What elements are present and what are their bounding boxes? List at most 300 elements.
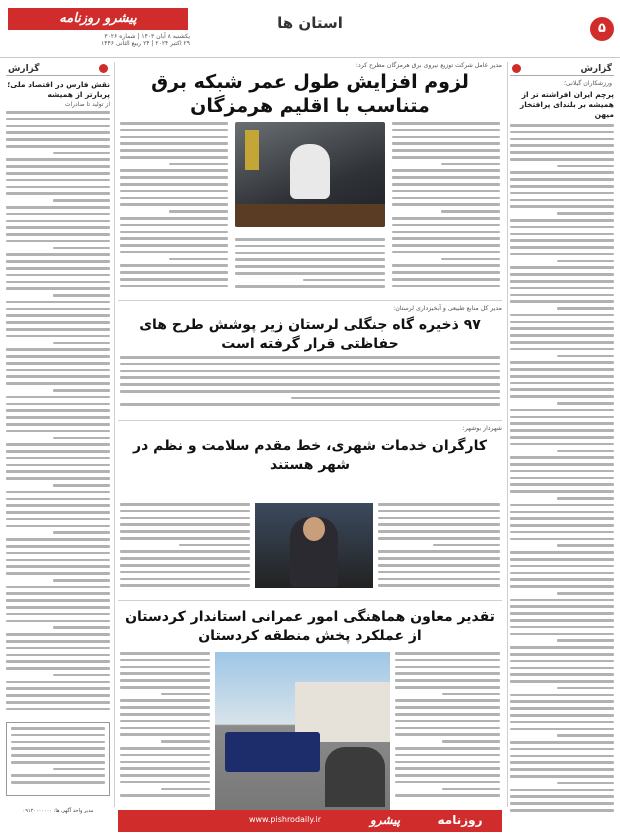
- text-line: [378, 557, 500, 560]
- text-line: [392, 285, 500, 288]
- text-line: [6, 335, 110, 338]
- text-line: [378, 550, 500, 553]
- text-line: [557, 592, 614, 595]
- text-line: [557, 260, 614, 263]
- text-line: [395, 754, 500, 757]
- text-line: [120, 794, 210, 797]
- text-line: [557, 687, 614, 690]
- text-line: [53, 294, 110, 297]
- text-line: [6, 192, 110, 195]
- text-line: [510, 287, 614, 290]
- text-line: [510, 775, 614, 778]
- text-line: [11, 741, 105, 744]
- text-line: [120, 356, 500, 359]
- text-line: [53, 199, 110, 202]
- text-line: [392, 197, 500, 200]
- text-line: [395, 652, 500, 655]
- story-headline: کارگران خدمات شهری، خط مقدم سلامت و نظم در شهر هستند: [133, 438, 487, 473]
- text-line: [510, 395, 614, 398]
- text-line: [395, 733, 500, 736]
- text-line: [510, 802, 614, 805]
- story-photo: [255, 503, 373, 588]
- text-line: [120, 383, 500, 386]
- text-line: [53, 579, 110, 582]
- text-line: [510, 422, 614, 425]
- left-article-body: [6, 111, 110, 717]
- text-line: [510, 768, 614, 771]
- text-line: [6, 355, 110, 358]
- issue-date-line: یکشنبه ۸ آبان ۱۴۰۳ | شماره ۳۰۲۶: [104, 33, 190, 40]
- text-line: [392, 278, 500, 281]
- text-line: [510, 721, 614, 724]
- text-line: [392, 231, 500, 234]
- text-line: [6, 572, 110, 575]
- text-line: [510, 239, 614, 242]
- left-column-header: [6, 62, 110, 76]
- column-divider: [507, 62, 508, 807]
- text-line: [441, 258, 500, 261]
- text-line: [120, 659, 210, 662]
- text-line: [510, 138, 614, 141]
- text-line: [120, 517, 250, 520]
- story-body-col: [120, 652, 210, 807]
- text-line: [11, 754, 105, 757]
- text-line: [53, 626, 110, 629]
- text-line: [6, 111, 110, 114]
- text-line: [392, 224, 500, 227]
- text-line: [235, 272, 385, 275]
- text-line: [510, 572, 614, 575]
- text-line: [557, 497, 614, 500]
- text-line: [6, 599, 110, 602]
- text-line: [510, 266, 614, 269]
- text-line: [510, 707, 614, 710]
- story-photo: [215, 652, 390, 812]
- text-line: [6, 518, 110, 521]
- text-line: [510, 558, 614, 561]
- text-line: [120, 169, 228, 172]
- text-line: [11, 761, 105, 764]
- text-line: [235, 265, 385, 268]
- text-line: [120, 557, 250, 560]
- text-line: [120, 666, 210, 669]
- text-line: [395, 747, 500, 750]
- text-line: [120, 578, 250, 581]
- text-line: [510, 809, 614, 812]
- page-number: ۵: [590, 17, 614, 41]
- text-line: [6, 118, 110, 121]
- text-line: [6, 660, 110, 663]
- text-line: [395, 774, 500, 777]
- text-line: [120, 376, 500, 379]
- text-line: [510, 694, 614, 697]
- text-line: [6, 179, 110, 182]
- text-line: [557, 212, 614, 215]
- text-line: [120, 720, 210, 723]
- text-line: [120, 713, 210, 716]
- text-line: [6, 233, 110, 236]
- text-line: [6, 240, 110, 243]
- text-line: [6, 423, 110, 426]
- text-line: [161, 788, 211, 791]
- text-line: [120, 564, 250, 567]
- text-line: [6, 586, 110, 589]
- text-line: [510, 653, 614, 656]
- text-line: [6, 321, 110, 324]
- story-divider: [118, 300, 502, 301]
- text-line: [510, 741, 614, 744]
- text-line: [510, 300, 614, 303]
- text-line: [53, 389, 110, 392]
- text-line: [6, 592, 110, 595]
- text-line: [510, 463, 614, 466]
- text-line: [120, 503, 250, 506]
- text-line: [557, 734, 614, 737]
- text-line: [510, 538, 614, 541]
- text-line: [6, 328, 110, 331]
- text-line: [510, 755, 614, 758]
- text-line: [235, 258, 385, 261]
- text-line: [6, 430, 110, 433]
- text-line: [510, 205, 614, 208]
- text-line: [510, 477, 614, 480]
- text-line: [510, 470, 614, 473]
- text-line: [179, 544, 251, 547]
- text-line: [510, 199, 614, 202]
- text-line: [120, 571, 250, 574]
- text-line: [510, 443, 614, 446]
- text-line: [510, 185, 614, 188]
- text-line: [120, 652, 210, 655]
- person-shape: [290, 144, 330, 199]
- text-line: [510, 619, 614, 622]
- story-headline: لزوم افزایش طول عمر شبکه برق متناسب با اقلیم هرمزگان: [151, 71, 469, 117]
- text-line: [510, 517, 614, 520]
- text-line: [510, 504, 614, 507]
- text-line: [120, 403, 500, 406]
- text-line: [120, 523, 250, 526]
- left-article-kicker: از تولید تا صادرات: [64, 101, 110, 108]
- story-divider: [118, 420, 502, 421]
- text-line: [120, 672, 210, 675]
- text-line: [510, 524, 614, 527]
- text-line: [11, 727, 105, 730]
- truck-shape: [225, 732, 320, 772]
- text-line: [557, 639, 614, 642]
- footer-url[interactable]: www.pishrodaily.ir: [248, 815, 322, 824]
- bullet-icon: [512, 64, 521, 73]
- text-line: [6, 267, 110, 270]
- classified-ad-box: [6, 722, 110, 796]
- text-line: [392, 129, 500, 132]
- text-line: [510, 361, 614, 364]
- text-line: [510, 233, 614, 236]
- text-line: [392, 217, 500, 220]
- text-line: [6, 450, 110, 453]
- text-line: [395, 706, 500, 709]
- text-line: [378, 537, 500, 540]
- text-line: [510, 341, 614, 344]
- text-line: [378, 578, 500, 581]
- text-line: [378, 530, 500, 533]
- text-line: [442, 740, 500, 743]
- text-line: [510, 565, 614, 568]
- text-line: [6, 687, 110, 690]
- text-line: [392, 122, 500, 125]
- text-line: [235, 252, 385, 255]
- text-line: [442, 693, 500, 696]
- story-headline: تقدیر معاون هماهنگی امور عمرانی استاندار کردستان از عملکرد پخش منطقه کردستان: [125, 609, 495, 644]
- text-line: [392, 237, 500, 240]
- text-line: [510, 192, 614, 195]
- right-article-title: پرچم ایران افراشته تر از همیشه بر بلندای پرافتخار میهن: [519, 90, 614, 119]
- text-line: [6, 647, 110, 650]
- text-line: [557, 544, 614, 547]
- story-body-col: [395, 652, 500, 807]
- text-line: [395, 720, 500, 723]
- flag-shape: [245, 130, 259, 170]
- story-kicker: مدیر کل منابع طبیعی و آبخیزداری لرستان:: [393, 305, 502, 312]
- text-line: [510, 334, 614, 337]
- text-line: [120, 217, 228, 220]
- text-line: [510, 700, 614, 703]
- text-line: [169, 210, 228, 213]
- text-line: [392, 156, 500, 159]
- text-line: [510, 388, 614, 391]
- text-line: [6, 667, 110, 670]
- text-line: [441, 163, 500, 166]
- text-line: [433, 544, 500, 547]
- text-line: [395, 794, 500, 797]
- text-line: [120, 231, 228, 234]
- people-shape: [325, 747, 385, 807]
- text-line: [120, 679, 210, 682]
- text-line: [6, 511, 110, 514]
- text-line: [11, 774, 105, 777]
- text-line: [6, 274, 110, 277]
- text-line: [395, 679, 500, 682]
- text-line: [120, 363, 500, 366]
- text-line: [53, 674, 110, 677]
- text-line: [510, 578, 614, 581]
- text-line: [120, 754, 210, 757]
- text-line: [120, 149, 228, 152]
- column-divider: [114, 62, 115, 807]
- text-line: [510, 246, 614, 249]
- text-line: [53, 484, 110, 487]
- text-line: [303, 279, 386, 282]
- story-kicker: شهردار بوشهر:: [462, 425, 502, 432]
- text-line: [395, 713, 500, 716]
- text-line: [6, 416, 110, 419]
- text-line: [6, 348, 110, 351]
- text-line: [510, 327, 614, 330]
- text-line: [6, 457, 110, 460]
- text-line: [6, 681, 110, 684]
- text-line: [378, 523, 500, 526]
- text-line: [6, 409, 110, 412]
- text-line: [510, 531, 614, 534]
- text-line: [510, 605, 614, 608]
- right-article-kicker: ورزشکاران گیلانی؛: [563, 80, 612, 87]
- text-line: [6, 253, 110, 256]
- text-line: [510, 714, 614, 717]
- text-line: [6, 464, 110, 467]
- text-line: [6, 226, 110, 229]
- text-line: [53, 437, 110, 440]
- text-line: [392, 169, 500, 172]
- text-line: [378, 571, 500, 574]
- text-line: [510, 158, 614, 161]
- text-line: [510, 436, 614, 439]
- text-line: [392, 264, 500, 267]
- text-line: [510, 253, 614, 256]
- right-article-body: [510, 124, 614, 824]
- text-line: [120, 122, 228, 125]
- text-line: [510, 178, 614, 181]
- text-line: [169, 163, 228, 166]
- story-photo: [235, 122, 385, 227]
- text-line: [392, 183, 500, 186]
- issue-date-line: ۲۹ اکتبر ۲۰۲۴ | ۲۴ ربیع الثانی ۱۴۴۶: [101, 40, 190, 47]
- text-line: [169, 258, 228, 261]
- text-line: [120, 761, 210, 764]
- text-line: [53, 768, 105, 771]
- text-line: [120, 550, 250, 553]
- text-line: [120, 530, 250, 533]
- text-line: [120, 747, 210, 750]
- text-line: [6, 633, 110, 636]
- text-line: [510, 124, 614, 127]
- text-line: [6, 186, 110, 189]
- text-line: [120, 537, 250, 540]
- text-line: [120, 264, 228, 267]
- face-shape: [303, 517, 325, 541]
- text-line: [510, 673, 614, 676]
- text-line: [510, 321, 614, 324]
- text-line: [6, 301, 110, 304]
- text-line: [510, 680, 614, 683]
- ad-text: [11, 727, 105, 793]
- text-line: [6, 613, 110, 616]
- text-line: [6, 694, 110, 697]
- text-line: [6, 396, 110, 399]
- text-line: [120, 183, 228, 186]
- text-line: [6, 538, 110, 541]
- text-line: [510, 795, 614, 798]
- footer-info: مدیر واحد آگهی ها: ۰۹۱۲۰۰۰۰۰۰۰: [22, 808, 94, 814]
- text-line: [6, 470, 110, 473]
- text-line: [510, 375, 614, 378]
- text-line: [6, 504, 110, 507]
- text-line: [6, 213, 110, 216]
- story-kicker: مدیر عامل شرکت توزیع نیروی برق هرمزگان مطرح کرد:: [355, 62, 502, 69]
- text-line: [510, 416, 614, 419]
- text-line: [378, 510, 500, 513]
- text-line: [557, 782, 614, 785]
- story-body-col: [120, 122, 228, 292]
- text-line: [120, 190, 228, 193]
- text-line: [510, 273, 614, 276]
- story-body-col: [392, 122, 500, 292]
- text-line: [510, 219, 614, 222]
- text-line: [6, 491, 110, 494]
- text-line: [378, 517, 500, 520]
- newspaper-logo: پیشرو روزنامه: [8, 8, 188, 30]
- text-line: [557, 165, 614, 168]
- text-line: [510, 294, 614, 297]
- section-title: استان ها: [277, 14, 343, 32]
- text-line: [120, 706, 210, 709]
- text-line: [120, 510, 250, 513]
- text-line: [378, 564, 500, 567]
- story-body-col: [378, 503, 500, 593]
- text-line: [6, 314, 110, 317]
- text-line: [53, 152, 110, 155]
- text-line: [6, 545, 110, 548]
- text-line: [6, 552, 110, 555]
- text-line: [510, 761, 614, 764]
- text-line: [120, 271, 228, 274]
- text-line: [6, 220, 110, 223]
- text-line: [11, 747, 105, 750]
- text-line: [392, 176, 500, 179]
- text-line: [6, 525, 110, 528]
- text-line: [120, 136, 228, 139]
- text-line: [395, 727, 500, 730]
- text-line: [510, 280, 614, 283]
- text-line: [392, 136, 500, 139]
- text-line: [395, 672, 500, 675]
- text-line: [120, 224, 228, 227]
- text-line: [392, 190, 500, 193]
- text-line: [510, 409, 614, 412]
- text-line: [120, 370, 500, 373]
- text-line: [395, 761, 500, 764]
- text-line: [6, 477, 110, 480]
- text-line: [120, 390, 500, 393]
- text-line: [6, 498, 110, 501]
- text-line: [510, 348, 614, 351]
- text-line: [510, 171, 614, 174]
- left-article-title: نقش فارس در اقتصاد ملی؛ پربارتر از همیشه: [7, 80, 110, 99]
- story-body-col: [120, 356, 500, 416]
- text-line: [6, 158, 110, 161]
- text-line: [6, 206, 110, 209]
- text-line: [510, 599, 614, 602]
- text-line: [395, 686, 500, 689]
- text-line: [291, 397, 500, 400]
- text-line: [6, 125, 110, 128]
- footer-brand: پیشرو: [369, 813, 401, 827]
- text-line: [235, 245, 385, 248]
- text-line: [120, 699, 210, 702]
- text-line: [6, 708, 110, 711]
- text-line: [120, 686, 210, 689]
- text-line: [510, 667, 614, 670]
- text-line: [120, 244, 228, 247]
- text-line: [161, 693, 211, 696]
- text-line: [6, 620, 110, 623]
- text-line: [510, 151, 614, 154]
- text-line: [6, 369, 110, 372]
- text-line: [6, 287, 110, 290]
- text-line: [161, 740, 211, 743]
- text-line: [510, 789, 614, 792]
- story-body-col: [120, 503, 250, 593]
- text-line: [510, 585, 614, 588]
- text-line: [395, 781, 500, 784]
